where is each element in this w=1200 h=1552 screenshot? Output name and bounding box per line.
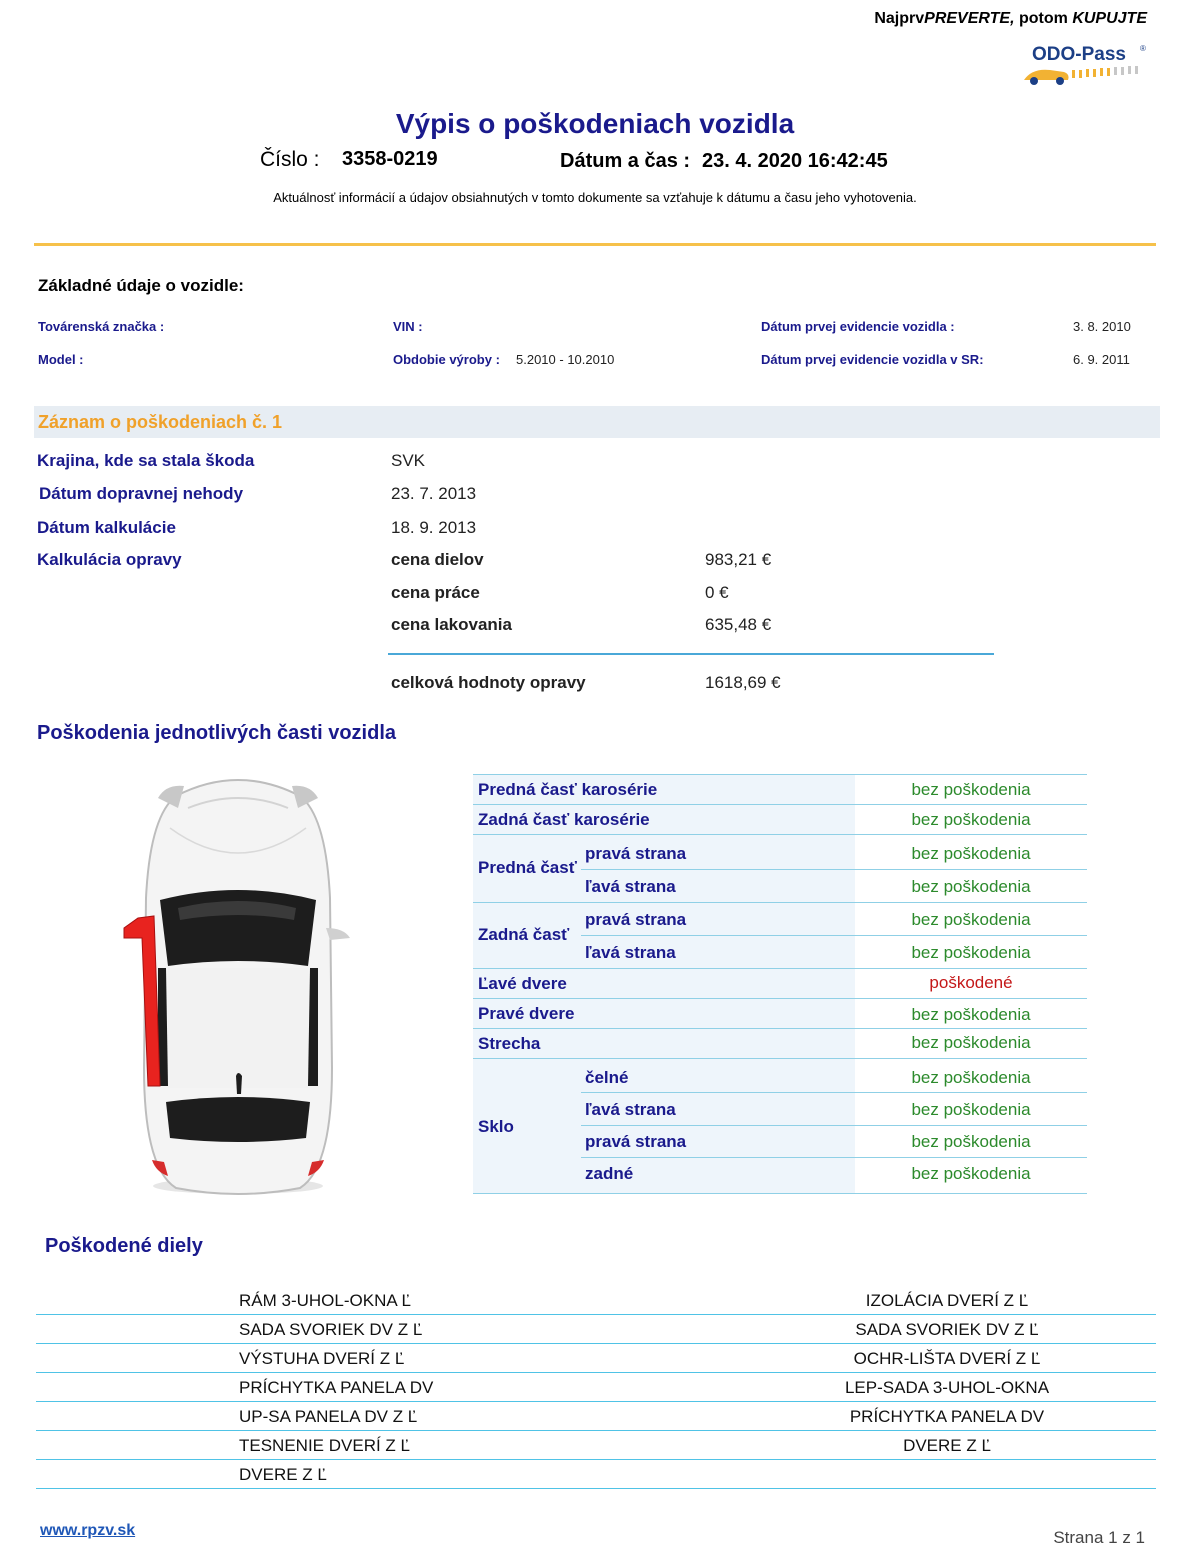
document-title: Výpis o poškodeniach vozidla [395, 108, 795, 139]
repair-calc-label: Kalkulácia opravy [37, 550, 182, 569]
production-label: Obdobie výroby : [393, 352, 500, 367]
part-item: PRÍCHYTKA PANELA DV [849, 1407, 1045, 1426]
part-item: VÝSTUHA DVERÍ Z Ľ [239, 1349, 405, 1368]
brand-label: Továrenská značka : [38, 319, 165, 334]
damage-status: bez poškodenia [911, 1068, 1031, 1087]
damage-status: bez poškodenia [911, 877, 1031, 896]
total-cost-label: celková hodnoty opravy [391, 673, 586, 692]
damage-row-sublabel: ľavá strana [585, 1100, 676, 1119]
damage-status: bez poškodenia [911, 1033, 1031, 1052]
number-label: Číslo : [260, 148, 320, 171]
damage-row-label: Sklo [478, 1117, 514, 1136]
car-diagram [118, 768, 358, 1198]
damage-row-sublabel: ľavá strana [585, 943, 676, 962]
parts-cost-value: 983,21 € [705, 550, 772, 569]
damage-row-label: Predná časť [478, 858, 577, 877]
damage-status: bez poškodenia [911, 1005, 1031, 1024]
damage-table [473, 774, 1087, 1194]
calc-date-label: Dátum kalkulácie [37, 518, 176, 537]
damage-row-sublabel: čelné [585, 1068, 629, 1087]
labor-cost-label: cena práce [391, 583, 480, 602]
total-cost-value: 1618,69 € [705, 673, 781, 692]
tagline-check: PREVERTE, [924, 10, 1015, 27]
logo-text: ODO-Pass [1032, 44, 1126, 65]
car-top-view-icon [118, 768, 358, 1198]
first-registration-value: 3. 8. 2010 [1073, 319, 1131, 334]
parts-cost-label: cena dielov [391, 550, 484, 569]
damage-status: bez poškodenia [911, 943, 1031, 962]
damage-row-sublabel: pravá strana [585, 910, 687, 929]
paint-cost-label: cena lakovania [391, 615, 512, 634]
accident-date-label: Dátum dopravnej nehody [39, 484, 244, 503]
calc-date-value: 18. 9. 2013 [391, 518, 477, 537]
parts-heading: Poškodené diely [45, 1235, 203, 1257]
damage-status-damaged: poškodené [929, 973, 1013, 992]
part-item: TESNENIE DVERÍ Z Ľ [239, 1436, 410, 1455]
damage-row-label: Strecha [478, 1034, 541, 1053]
part-item: UP-SA PANELA DV Z Ľ [239, 1407, 418, 1426]
part-item: LEP-SADA 3-UHOL-OKNA [844, 1378, 1050, 1397]
part-item: SADA SVORIEK DV Z Ľ [239, 1320, 423, 1339]
vehicle-heading: Základné údaje o vozidle: [38, 276, 244, 295]
damage-row-label: Zadná časť karosérie [478, 810, 650, 829]
odo-pass-logo [1020, 42, 1150, 88]
part-item: IZOLÁCIA DVERÍ Z Ľ [865, 1291, 1029, 1310]
record-heading: Záznam o poškodeniach č. 1 [38, 412, 283, 432]
damage-row-sublabel: pravá strana [585, 844, 687, 863]
damage-heading: Poškodenia jednotlivých časti vozidla [37, 722, 396, 744]
damage-status: bez poškodenia [911, 1132, 1031, 1151]
damage-row-label: Ľavé dvere [478, 974, 567, 993]
damage-status: bez poškodenia [911, 844, 1031, 863]
part-item: DVERE Z Ľ [903, 1436, 991, 1455]
part-item: OCHR-LIŠTA DVERÍ Z Ľ [853, 1349, 1041, 1368]
damage-status: bez poškodenia [911, 1100, 1031, 1119]
country-label: Krajina, kde sa stala škoda [37, 451, 255, 470]
damage-row-label: Zadná časť [478, 925, 570, 944]
first-registration-sr-value: 6. 9. 2011 [1073, 352, 1130, 367]
validity-note: Aktuálnosť informácií a údajov obsiahnutých v tomto dokumente sa vzťahuje k dátumu a času jeho vyhotovenia. [273, 190, 917, 205]
damage-row-sublabel: zadné [585, 1164, 634, 1183]
website-link[interactable]: www.rpzv.sk [40, 1522, 136, 1539]
damage-row-sublabel: ľavá strana [585, 877, 676, 896]
part-item: DVERE Z Ľ [239, 1465, 327, 1484]
damage-row-label: Pravé dvere [478, 1004, 575, 1023]
part-item: SADA SVORIEK DV Z Ľ [855, 1320, 1039, 1339]
part-item: RÁM 3-UHOL-OKNA Ľ [239, 1291, 411, 1310]
document-datetime: 23. 4. 2020 16:42:45 [702, 150, 888, 172]
first-registration-label: Dátum prvej evidencie vozidla : [761, 319, 955, 334]
damage-status: bez poškodenia [911, 1164, 1031, 1183]
total-divider [388, 653, 994, 655]
damage-row-sublabel: pravá strana [585, 1132, 687, 1151]
country-value: SVK [391, 451, 426, 470]
svg-text:®: ® [1140, 44, 1146, 53]
damage-status: bez poškodenia [911, 810, 1031, 829]
first-registration-sr-label: Dátum prvej evidencie vozidla v SR: [761, 352, 984, 367]
datetime-label: Dátum a čas : [560, 150, 691, 172]
tagline-buy: KUPUJTE [1072, 10, 1147, 27]
damage-row-label: Predná časť karosérie [478, 780, 658, 799]
paint-cost-value: 635,48 € [705, 615, 772, 634]
tagline-mid: potom [1014, 10, 1073, 27]
part-item: PRÍCHYTKA PANELA DV [239, 1378, 434, 1397]
tagline [874, 10, 1147, 28]
labor-cost-value: 0 € [705, 583, 729, 602]
model-label: Model : [38, 352, 84, 367]
header-divider [34, 243, 1156, 246]
page-number: Strana 1 z 1 [1053, 1528, 1145, 1547]
damage-status: bez poškodenia [911, 910, 1031, 929]
tagline-pre: Najprv [874, 10, 925, 27]
vin-label: VIN : [393, 319, 423, 334]
accident-date-value: 23. 7. 2013 [391, 484, 477, 503]
damage-status: bez poškodenia [911, 780, 1031, 799]
document-number: 3358-0219 [342, 148, 438, 170]
production-value: 5.2010 - 10.2010 [516, 352, 615, 367]
